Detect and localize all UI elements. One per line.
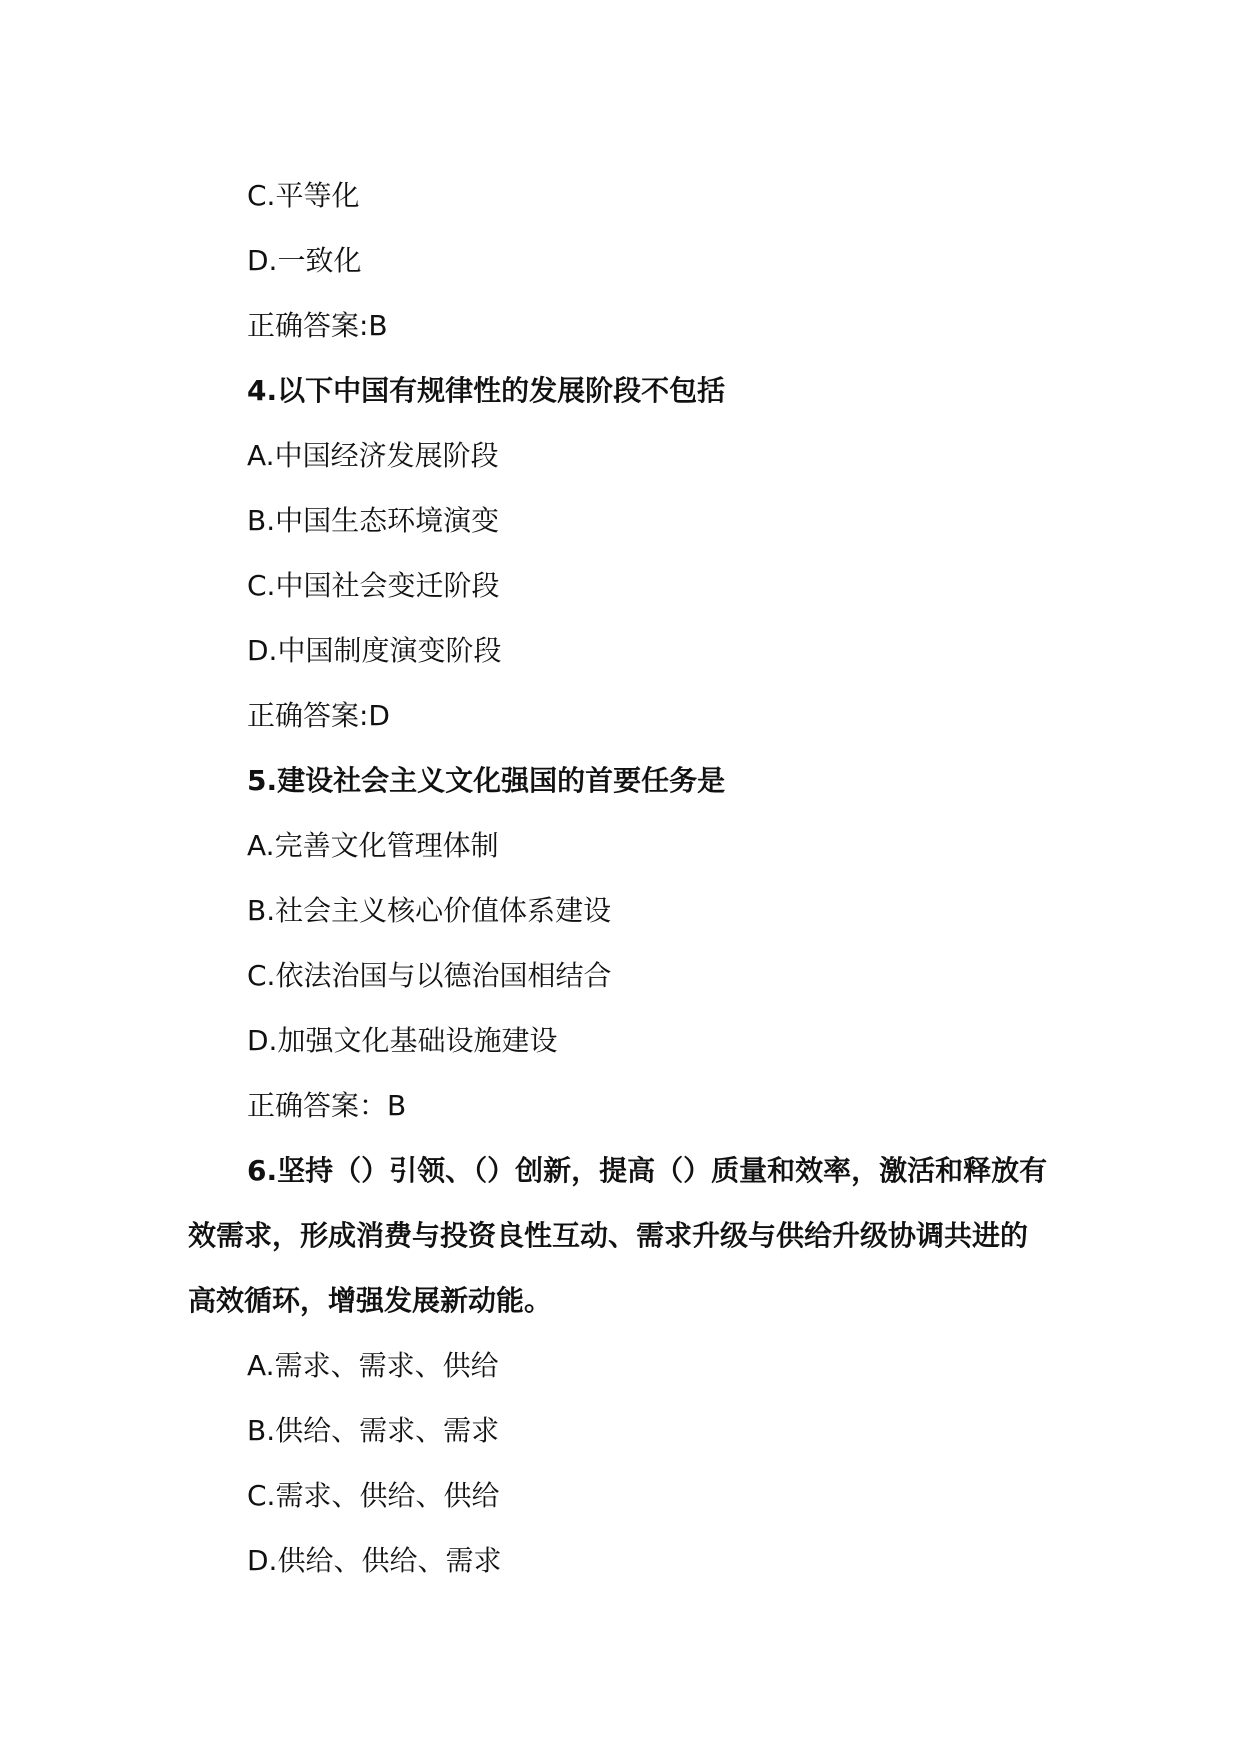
- q4-question: 4.以下中国有规律性的发展阶段不包括: [247, 374, 726, 407]
- q6-option-a: A.需求、需求、供给: [247, 1349, 499, 1382]
- q4-option-c: C.中国社会变迁阶段: [247, 569, 500, 602]
- q6-question: 6.坚持（）引领、（）创新，提高（）质量和效率，激活和释放有效需求，形成消费与投资良性互动、需求升级与供给升级协调共进的高效循环，增强发展新动能。: [188, 1154, 1048, 1317]
- q4-option-d: D.中国制度演变阶段: [247, 634, 502, 667]
- q4-option-b: B.中国生态环境演变: [247, 504, 500, 537]
- q4-option-a: A.中国经济发展阶段: [247, 439, 499, 472]
- q4-answer: 正确答案:D: [247, 699, 390, 732]
- q5-question: 5.建设社会主义文化强国的首要任务是: [247, 764, 726, 797]
- q6-option-d: D.供给、供给、需求: [247, 1544, 502, 1577]
- q5-option-c: C.依法治国与以德治国相结合: [247, 959, 612, 992]
- q3-answer: 正确答案:B: [247, 309, 388, 342]
- q6-option-b: B.供给、需求、需求: [247, 1414, 500, 1447]
- q5-option-d: D.加强文化基础设施建设: [247, 1024, 558, 1057]
- q3-option-d: D.一致化: [247, 244, 362, 277]
- q5-option-a: A.完善文化管理体制: [247, 829, 499, 862]
- q6-option-c: C.需求、供给、供给: [247, 1479, 500, 1512]
- q5-option-b: B.社会主义核心价值体系建设: [247, 894, 612, 927]
- q3-option-c: C.平等化: [247, 179, 360, 212]
- q5-answer: 正确答案：B: [247, 1089, 407, 1122]
